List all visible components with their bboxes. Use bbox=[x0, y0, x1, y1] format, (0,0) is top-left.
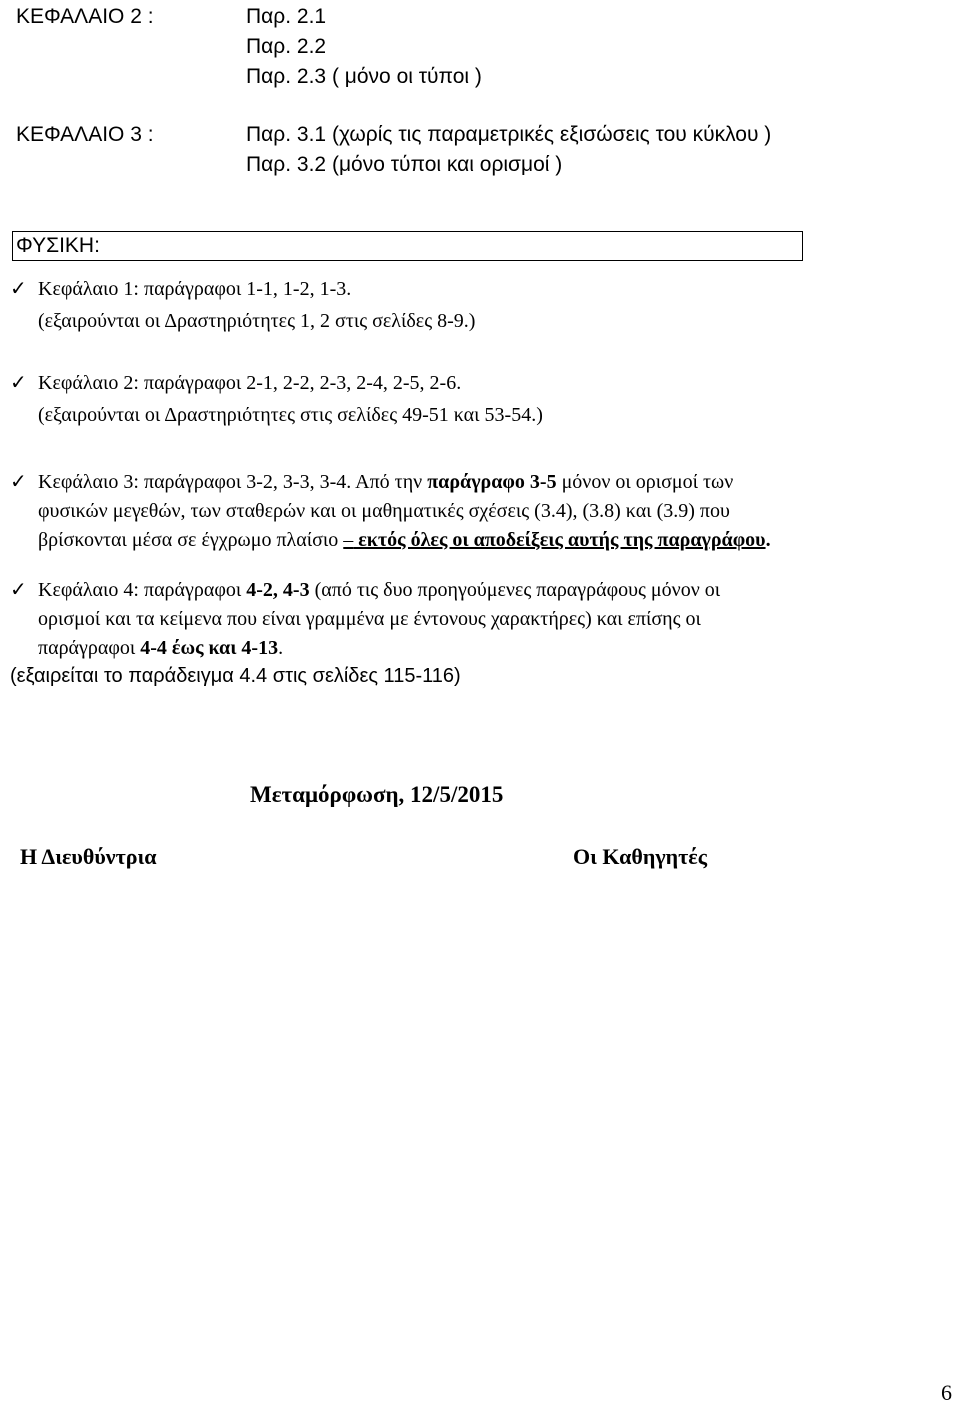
item3-mid: . Από την bbox=[346, 471, 428, 493]
item3-line3-bold: εκτός όλες οι αποδείξεις αυτής της παραγράφου bbox=[353, 529, 766, 551]
item3-line3-dash: – bbox=[343, 529, 354, 551]
signatory-right: Οι Καθηγητές bbox=[573, 844, 707, 869]
item2-end: . bbox=[456, 372, 462, 394]
physics-item-1 bbox=[10, 275, 938, 336]
check-icon: ✓ bbox=[10, 579, 27, 601]
item1-text: παράγραφοι bbox=[138, 278, 247, 300]
chapter3-item: Παρ. 3.2 (μόνο τύποι και ορισμοί ) bbox=[246, 153, 563, 176]
place-date: Μεταμόρφωση, 12/5/2015 bbox=[250, 782, 504, 807]
item3-text: παράγραφοι bbox=[138, 471, 247, 493]
item3-chapter: Κεφάλαιο 3: bbox=[38, 471, 139, 493]
item4-line3-end: . bbox=[278, 637, 284, 659]
chapter2-item: Παρ. 2.1 bbox=[246, 5, 327, 28]
item2-text: παράγραφοι bbox=[138, 372, 247, 394]
item4-text: παράγραφοι bbox=[138, 579, 247, 601]
item2-note: (εξαιρούνται οι Δραστηριότητες στις σελίδες 49-51 και 53-54.) bbox=[38, 404, 543, 426]
physics-title: ΦΥΣΙΚΗ: bbox=[16, 234, 100, 257]
item2-chapter: Κεφάλαιο 2: bbox=[38, 372, 139, 394]
item3-paragraphs: 3-2, 3-3, 3-4 bbox=[246, 471, 347, 493]
item1-end: . bbox=[346, 278, 352, 300]
item4-line3-start: παράγραφοι bbox=[38, 637, 141, 659]
check-icon: ✓ bbox=[10, 372, 27, 394]
chapter3-label: ΚΕΦΑΛΑΙΟ 3 : bbox=[16, 123, 154, 146]
chapter2-label: ΚΕΦΑΛΑΙΟ 2 : bbox=[16, 5, 154, 28]
chapter2-items bbox=[246, 2, 482, 92]
item4-note: (εξαιρείται το παράδειγμα 4.4 στις σελίδες 115-116) bbox=[10, 665, 461, 687]
item3-line2: φυσικών μεγεθών, των σταθερών και οι μαθηματικές σχέσεις (3.4), (3.8) και (3.9) που bbox=[38, 500, 730, 522]
item1-chapter: Κεφάλαιο 1: bbox=[38, 278, 139, 300]
check-icon: ✓ bbox=[10, 471, 27, 493]
item3-line3-start: βρίσκονται μέσα σε έγχρωμο πλαίσιο bbox=[38, 529, 344, 551]
item3-rest1: μόνον οι ορισμοί των bbox=[556, 471, 734, 493]
chapter3-item: Παρ. 3.1 (χωρίς τις παραμετρικές εξισώσεις του κύκλου ) bbox=[246, 123, 772, 146]
chapter2-item: Παρ. 2.3 ( μόνο οι τύποι ) bbox=[246, 65, 482, 88]
physics-item-2 bbox=[10, 369, 938, 430]
physics-item-4 bbox=[10, 576, 938, 663]
item3-line3-end: . bbox=[765, 529, 771, 551]
chapter3-items bbox=[246, 120, 771, 180]
item4-chapter: Κεφάλαιο 4: bbox=[38, 579, 139, 601]
item4-line2: ορισμοί και τα κείμενα που είναι γραμμένα με έντονους χαρακτήρες) και επίσης οι bbox=[38, 608, 701, 630]
chapter2-item: Παρ. 2.2 bbox=[246, 35, 327, 58]
item4-paragraphs: 4-2, 4-3 bbox=[246, 579, 310, 601]
check-icon: ✓ bbox=[10, 278, 27, 300]
physics-header-box bbox=[12, 231, 803, 261]
item3-para-bold: παράγραφο 3-5 bbox=[427, 471, 557, 493]
item2-paragraphs: 2-1, 2-2, 2-3, 2-4, 2-5, 2-6 bbox=[246, 372, 457, 394]
signatory-left: Η Διευθύντρια bbox=[20, 844, 157, 869]
physics-item-3 bbox=[10, 468, 938, 555]
page-number: 6 bbox=[941, 1380, 952, 1405]
item4-line3-bold: 4-4 έως και 4-13 bbox=[140, 637, 279, 659]
item4-rest1: (από τις δυο προηγούμενες παραγράφους μόνον οι bbox=[309, 579, 721, 601]
item1-note: (εξαιρούνται οι Δραστηριότητες 1, 2 στις σελίδες 8-9.) bbox=[38, 310, 476, 332]
item1-paragraphs: 1-1, 1-2, 1-3 bbox=[246, 278, 347, 300]
